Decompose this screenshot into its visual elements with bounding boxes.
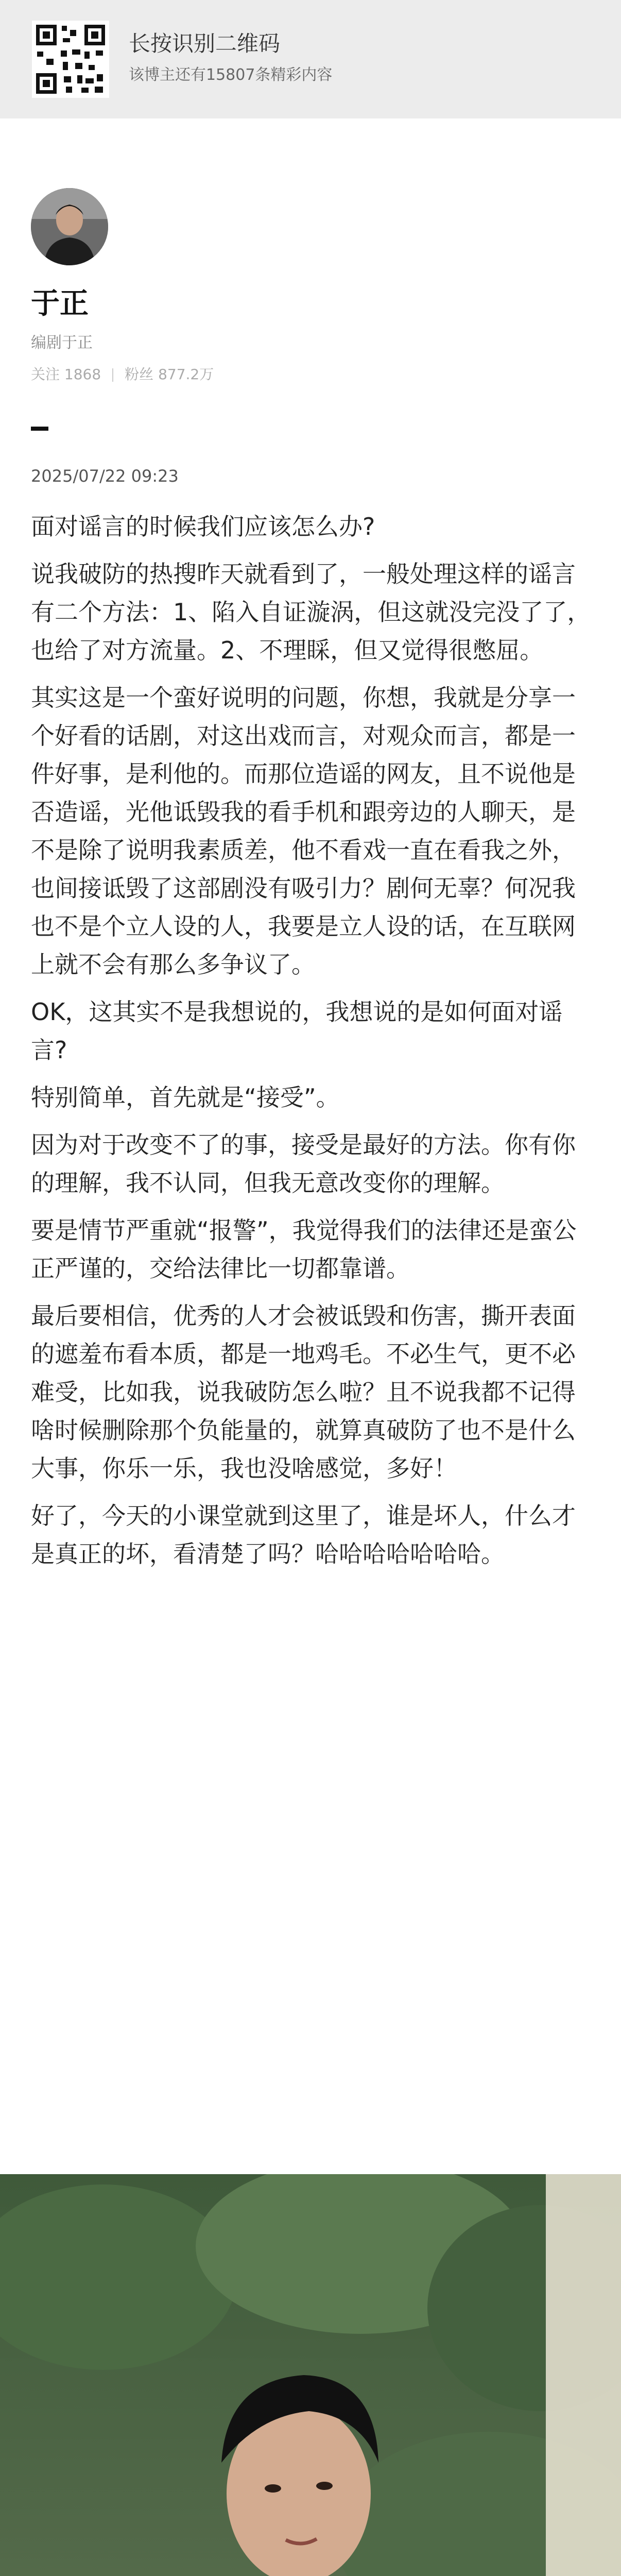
post-paragraph: OK，这其实不是我想说的，我想说的是如何面对谣言? [31,998,563,1064]
post-paragraph: 要是情节严重就“报警”，我觉得我们的法律还是蛮公正严谨的，交给法律比一切都靠谱。 [31,1216,577,1282]
author-role: 编剧于正 [31,334,93,352]
post-paragraph: 面对谣言的时候我们应该怎么办? [31,513,375,540]
post-paragraph: 特别简单，首先就是“接受”。 [31,1083,340,1111]
banner-title: 长按识别二维码 [129,31,281,56]
post-paragraph: 说我破防的热搜昨天就看到了，一般处理这样的谣言有二个方法：1、陷入自证漩涡，但这就没完没了了，也给了对方流量。2、不理睬，但又觉得很憋屈。 [31,560,591,664]
qr-code-small-icon[interactable] [32,21,109,98]
post-paragraph: 最后要相信，优秀的人才会被诋毁和伤害，撕开表面的遮羞布看本质，都是一地鸡毛。不必生气，更不必难受，比如我，说我破防怎么啦？且不说我都不记得啥时候删除那个负能量的，就算真破防了也不是什么大事，你乐一乐，我也没啥感觉，多好！ [31,1302,576,1482]
follow-count: 关注 1868 [31,366,101,383]
stats-divider [112,368,113,382]
author-stats [31,363,214,384]
banner-subtitle: 该博主还有15807条精彩内容 [129,66,333,84]
post-paragraph: 其实这是一个蛮好说明的问题，你想，我就是分享一个好看的话剧，对这出戏而言，对观众而言，都是一件好事，是利他的。而那位造谣的网友，且不说他是否造谣，光他诋毁我的看手机和跟旁边的人聊天，是不是除了说明我素质差，他不看戏一直在看我之外，也间接诋毁了这部剧没有吸引力？剧何无辜？何况我也不是个立人设的人，我要是立人设的话，在互联网上就不会有那么多争议了。 [31,684,576,978]
post-body [31,507,592,1582]
post-paragraph: 好了，今天的小课堂就到这里了，谁是坏人，什么才是真正的坏，看清楚了吗？哈哈哈哈哈哈哈。 [31,1502,576,1568]
top-banner [0,0,621,118]
post-date: 2025/07/22 09:23 [31,466,179,486]
fans-count: 粉丝 877.2万 [125,366,214,383]
divider-mark [31,427,48,431]
post-photo[interactable] [0,2174,621,2576]
post-paragraph: 因为对于改变不了的事，接受是最好的方法。你有你的理解，我不认同，但我无意改变你的理解。 [31,1131,576,1197]
avatar[interactable] [31,188,108,265]
author-name[interactable]: 于正 [31,287,89,320]
